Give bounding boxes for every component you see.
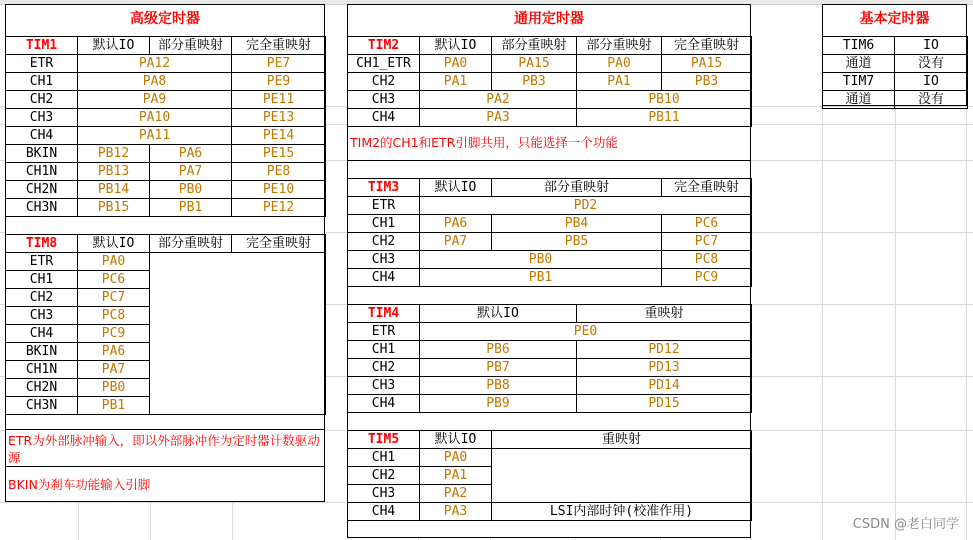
pin-cell[interactable]: PA1 xyxy=(420,467,492,485)
advanced-timer-panel xyxy=(5,4,325,502)
channel-cell[interactable]: CH3N xyxy=(6,397,78,415)
pin-cell[interactable]: PA6 xyxy=(150,145,232,163)
pin-cell[interactable]: PD12 xyxy=(577,341,752,359)
basic-cell[interactable]: 没有 xyxy=(895,91,968,109)
pin-cell[interactable]: PA0 xyxy=(577,55,662,73)
channel-cell[interactable]: CH3 xyxy=(348,485,420,503)
tim3-header-partial[interactable]: 部分重映射 xyxy=(492,179,662,197)
separator xyxy=(6,429,324,430)
channel-cell[interactable]: CH3 xyxy=(6,109,78,127)
basic-cell[interactable]: IO xyxy=(895,73,968,91)
pin-cell[interactable]: PA0 xyxy=(420,55,492,73)
tim4-header-default[interactable]: 默认IO xyxy=(420,305,577,323)
pin-cell[interactable]: PC7 xyxy=(662,233,752,251)
pin-cell[interactable]: PE8 xyxy=(232,163,326,181)
basic-cell[interactable]: IO xyxy=(895,37,968,55)
channel-cell[interactable]: CH3 xyxy=(348,251,420,269)
tim2-header-default[interactable]: 默认IO xyxy=(420,37,492,55)
pin-cell[interactable]: PD13 xyxy=(577,359,752,377)
pin-cell[interactable]: PA7 xyxy=(78,361,150,379)
general-timer-title: 通用定时器 xyxy=(514,11,584,27)
pin-cell[interactable]: PD2 xyxy=(420,197,752,215)
lsi-remap-cell[interactable]: LSI内部时钟(校准作用) xyxy=(492,503,752,521)
etr-note[interactable]: ETR为外部脉冲输入，即以外部脉冲作为定时器计数驱动源 xyxy=(8,433,320,465)
pin-cell[interactable]: PE11 xyxy=(232,91,326,109)
tim3-label[interactable]: TIM3 xyxy=(348,179,420,197)
empty-remap-area[interactable] xyxy=(492,449,752,503)
pin-cell[interactable]: PA9 xyxy=(78,91,232,109)
tim3-header-full[interactable]: 完全重映射 xyxy=(662,179,752,197)
pin-cell[interactable]: PA11 xyxy=(78,127,232,145)
tim4-label[interactable]: TIM4 xyxy=(348,305,420,323)
pin-cell[interactable]: PA7 xyxy=(420,233,492,251)
tim1-label[interactable]: TIM1 xyxy=(6,37,78,55)
pin-cell[interactable]: PA1 xyxy=(420,73,492,91)
channel-cell[interactable]: ETR xyxy=(348,323,420,341)
tim1-header-partial[interactable]: 部分重映射 xyxy=(150,37,232,55)
separator xyxy=(348,160,750,161)
channel-cell[interactable]: CH4 xyxy=(348,395,420,413)
pin-cell[interactable]: PB7 xyxy=(420,359,577,377)
pin-cell[interactable]: PC9 xyxy=(662,269,752,287)
tim1-table xyxy=(5,36,326,217)
pin-cell[interactable]: PE9 xyxy=(232,73,326,91)
tim1-header-default[interactable]: 默认IO xyxy=(78,37,150,55)
tim3-table xyxy=(347,178,752,287)
basic-cell[interactable]: 通道 xyxy=(823,55,895,73)
channel-cell[interactable]: CH4 xyxy=(348,109,420,127)
pin-cell[interactable]: PA15 xyxy=(492,55,577,73)
pin-cell[interactable]: PB6 xyxy=(420,341,577,359)
pin-cell[interactable]: PA15 xyxy=(662,55,752,73)
channel-cell[interactable]: CH2 xyxy=(348,467,420,485)
csdn-watermark: CSDN @老白同学 xyxy=(852,517,959,532)
pin-cell[interactable]: PB1 xyxy=(420,269,662,287)
pin-cell[interactable]: PB5 xyxy=(492,233,662,251)
channel-cell[interactable]: CH3 xyxy=(348,91,420,109)
pin-cell[interactable]: PA7 xyxy=(150,163,232,181)
pin-cell[interactable]: PA2 xyxy=(420,485,492,503)
channel-cell[interactable]: BKIN xyxy=(6,145,78,163)
tim5-header-default[interactable]: 默认IO xyxy=(420,431,492,449)
pin-cell[interactable]: PB3 xyxy=(492,73,577,91)
tim8-header-default[interactable]: 默认IO xyxy=(78,235,150,253)
channel-cell[interactable]: CH2N xyxy=(6,181,78,199)
pin-cell[interactable]: PB14 xyxy=(78,181,150,199)
channel-cell[interactable]: ETR xyxy=(6,253,78,271)
channel-cell[interactable]: CH2 xyxy=(348,233,420,251)
tim2-note[interactable]: TIM2的CH1和ETR引脚共用，只能选择一个功能 xyxy=(350,135,618,150)
channel-cell[interactable]: CH4 xyxy=(348,269,420,287)
pin-cell[interactable]: PE12 xyxy=(232,199,326,217)
tim4-table xyxy=(347,304,752,413)
pin-cell[interactable]: PB9 xyxy=(420,395,577,413)
pin-cell[interactable]: PA6 xyxy=(78,343,150,361)
pin-cell[interactable]: PD14 xyxy=(577,377,752,395)
tim5-header-remap[interactable]: 重映射 xyxy=(492,431,752,449)
pin-cell[interactable]: PE0 xyxy=(420,323,752,341)
pin-cell[interactable]: PB4 xyxy=(492,215,662,233)
tim8-label[interactable]: TIM8 xyxy=(6,235,78,253)
pin-cell[interactable]: PA0 xyxy=(420,449,492,467)
bkin-note[interactable]: BKIN为刹车功能输入引脚 xyxy=(8,477,151,492)
tim2-header-partial-2[interactable]: 部分重映射 xyxy=(577,37,662,55)
channel-cell[interactable]: CH3 xyxy=(348,377,420,395)
pin-cell[interactable]: PA3 xyxy=(420,503,492,521)
channel-cell[interactable]: CH1N xyxy=(6,361,78,379)
pin-cell[interactable]: PC8 xyxy=(662,251,752,269)
channel-cell[interactable]: CH1 xyxy=(348,215,420,233)
pin-cell[interactable]: PA0 xyxy=(78,253,150,271)
channel-cell[interactable]: CH1N xyxy=(6,163,78,181)
channel-cell[interactable]: CH4 xyxy=(348,503,420,521)
pin-cell[interactable]: PB1 xyxy=(150,199,232,217)
pin-cell[interactable]: PD15 xyxy=(577,395,752,413)
channel-cell[interactable]: CH1 xyxy=(348,341,420,359)
pin-cell[interactable]: PA12 xyxy=(78,55,232,73)
tim3-header-default[interactable]: 默认IO xyxy=(420,179,492,197)
channel-cell[interactable]: CH2 xyxy=(6,91,78,109)
tim5-table xyxy=(347,430,752,521)
pin-cell[interactable]: PB12 xyxy=(78,145,150,163)
pin-cell[interactable]: PE10 xyxy=(232,181,326,199)
channel-cell[interactable]: ETR xyxy=(6,55,78,73)
pin-cell[interactable]: PA10 xyxy=(78,109,232,127)
channel-cell[interactable]: CH1 xyxy=(6,73,78,91)
pin-cell[interactable]: PA1 xyxy=(577,73,662,91)
basic-cell[interactable]: 没有 xyxy=(895,55,968,73)
channel-cell[interactable]: CH2 xyxy=(6,289,78,307)
basic-timer-table xyxy=(822,36,968,109)
pin-cell[interactable]: PB0 xyxy=(150,181,232,199)
channel-cell[interactable]: CH3 xyxy=(6,307,78,325)
basic-timer-panel xyxy=(822,4,967,106)
basic-cell[interactable]: 通道 xyxy=(823,91,895,109)
channel-cell[interactable]: BKIN xyxy=(6,343,78,361)
empty-remap-area[interactable] xyxy=(150,253,326,415)
tim5-label[interactable]: TIM5 xyxy=(348,431,420,449)
pin-cell[interactable]: PB8 xyxy=(420,377,577,395)
tim8-table xyxy=(5,234,326,415)
pin-cell[interactable]: PB15 xyxy=(78,199,150,217)
tim2-table xyxy=(347,36,752,127)
pin-cell[interactable]: PC6 xyxy=(662,215,752,233)
pin-cell[interactable]: PA2 xyxy=(420,91,577,109)
pin-cell[interactable]: PA6 xyxy=(420,215,492,233)
basic-timer-title: 基本定时器 xyxy=(859,11,930,27)
channel-cell[interactable]: CH1 xyxy=(6,271,78,289)
channel-cell[interactable]: CH2N xyxy=(6,379,78,397)
tim2-header-partial-1[interactable]: 部分重映射 xyxy=(492,37,577,55)
basic-cell[interactable]: TIM7 xyxy=(823,73,895,91)
pin-cell[interactable]: PE14 xyxy=(232,127,326,145)
pin-cell[interactable]: PE15 xyxy=(232,145,326,163)
pin-cell[interactable]: PB0 xyxy=(78,379,150,397)
pin-cell[interactable]: PC7 xyxy=(78,289,150,307)
pin-cell[interactable]: PC9 xyxy=(78,325,150,343)
tim8-header-partial[interactable]: 部分重映射 xyxy=(150,235,232,253)
pin-cell[interactable]: PE7 xyxy=(232,55,326,73)
channel-cell[interactable]: CH2 xyxy=(348,359,420,377)
tim1-header-full[interactable]: 完全重映射 xyxy=(232,37,326,55)
pin-cell[interactable]: PE13 xyxy=(232,109,326,127)
pin-cell[interactable]: PC8 xyxy=(78,307,150,325)
tim2-label[interactable]: TIM2 xyxy=(348,37,420,55)
pin-cell[interactable]: PB13 xyxy=(78,163,150,181)
pin-cell[interactable]: PC6 xyxy=(78,271,150,289)
channel-cell[interactable]: CH4 xyxy=(6,127,78,145)
basic-cell[interactable]: TIM6 xyxy=(823,37,895,55)
pin-cell[interactable]: PA3 xyxy=(420,109,577,127)
pin-cell[interactable]: PB1 xyxy=(78,397,150,415)
general-timer-panel xyxy=(347,4,751,538)
pin-cell[interactable]: PA8 xyxy=(78,73,232,91)
pin-cell[interactable]: PB11 xyxy=(577,109,752,127)
channel-cell[interactable]: CH3N xyxy=(6,199,78,217)
channel-cell[interactable]: CH1 xyxy=(348,449,420,467)
tim4-header-remap[interactable]: 重映射 xyxy=(577,305,752,323)
separator xyxy=(6,466,324,467)
tim2-header-full[interactable]: 完全重映射 xyxy=(662,37,752,55)
channel-cell[interactable]: CH4 xyxy=(6,325,78,343)
tim8-header-full[interactable]: 完全重映射 xyxy=(232,235,326,253)
channel-cell[interactable]: CH2 xyxy=(348,73,420,91)
pin-cell[interactable]: PB10 xyxy=(577,91,752,109)
channel-cell[interactable]: CH1_ETR xyxy=(348,55,420,73)
pin-cell[interactable]: PB3 xyxy=(662,73,752,91)
pin-cell[interactable]: PB0 xyxy=(420,251,662,269)
advanced-timer-title: 高级定时器 xyxy=(130,11,200,27)
channel-cell[interactable]: ETR xyxy=(348,197,420,215)
